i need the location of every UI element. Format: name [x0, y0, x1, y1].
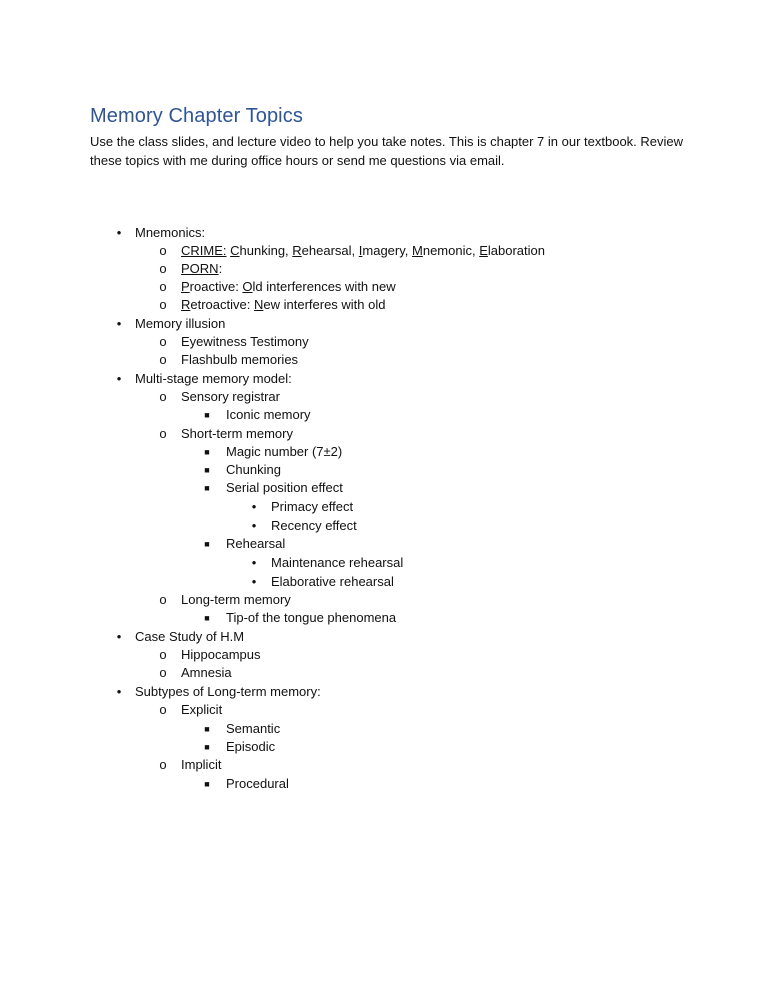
- crime-prefix: CRIME:: [181, 243, 227, 258]
- subtopic-explicit: Explicit: [181, 702, 223, 717]
- topic-multistage-model: Multi-stage memory model:: [135, 371, 292, 386]
- square-bullet-icon: ■: [204, 613, 210, 623]
- subtopic-long-term-memory: Long-term memory: [181, 592, 291, 607]
- subtopic-amnesia: Amnesia: [181, 665, 232, 680]
- bullet-icon: •: [116, 629, 122, 644]
- bullet-icon: •: [116, 684, 122, 699]
- bullet-icon: •: [116, 225, 122, 240]
- subtopic-eyewitness: Eyewitness Testimony: [181, 334, 309, 349]
- subtopic-porn: PORN:: [181, 261, 223, 276]
- square-bullet-icon: ■: [204, 483, 210, 493]
- intro-paragraph: [90, 132, 690, 170]
- item-elaborative-rehearsal: Elaborative rehearsal: [271, 574, 394, 589]
- item-rehearsal: Rehearsal: [226, 536, 286, 551]
- square-bullet-icon: ■: [204, 539, 210, 549]
- topic-memory-illusion: Memory illusion: [135, 316, 226, 331]
- item-chunking: Chunking: [226, 462, 281, 477]
- circle-bullet-icon: o: [159, 647, 167, 662]
- item-maintenance-rehearsal: Maintenance rehearsal: [271, 555, 404, 570]
- bullet-icon: •: [251, 518, 257, 533]
- subtopic-crime: CRIME: Chunking, Rehearsal, Imagery, Mnemonic, Elaboration: [181, 243, 545, 258]
- topic-case-study-hm: Case Study of H.M: [135, 629, 245, 644]
- subtopic-short-term-memory: Short-term memory: [181, 426, 293, 441]
- page-title: Memory Chapter Topics: [90, 105, 303, 127]
- topic-subtypes-long-term: Subtypes of Long-term memory:: [135, 684, 321, 699]
- item-magic-number: Magic number (7±2): [226, 444, 343, 459]
- intro-line-2: these topics with me during office hours or send me questions via email.: [90, 153, 505, 168]
- circle-bullet-icon: o: [159, 665, 167, 680]
- square-bullet-icon: ■: [204, 779, 210, 789]
- item-iconic-memory: Iconic memory: [226, 407, 311, 422]
- circle-bullet-icon: o: [159, 334, 167, 349]
- circle-bullet-icon: o: [159, 757, 167, 772]
- square-bullet-icon: ■: [204, 410, 210, 420]
- circle-bullet-icon: o: [159, 243, 167, 258]
- subtopic-implicit: Implicit: [181, 757, 222, 772]
- circle-bullet-icon: o: [159, 297, 167, 312]
- item-semantic: Semantic: [226, 721, 281, 736]
- item-tip-of-tongue: Tip-of the tongue phenomena: [226, 610, 397, 625]
- circle-bullet-icon: o: [159, 261, 167, 276]
- subtopic-hippocampus: Hippocampus: [181, 647, 261, 662]
- circle-bullet-icon: o: [159, 592, 167, 607]
- circle-bullet-icon: o: [159, 279, 167, 294]
- subtopic-proactive: Proactive: Old interferences with new: [181, 279, 396, 294]
- bullet-icon: •: [116, 316, 122, 331]
- item-recency-effect: Recency effect: [271, 518, 357, 533]
- circle-bullet-icon: o: [159, 389, 167, 404]
- bullet-icon: •: [251, 574, 257, 589]
- item-primacy-effect: Primacy effect: [271, 499, 354, 514]
- subtopic-retroactive: Retroactive: New interferes with old: [181, 297, 386, 312]
- square-bullet-icon: ■: [204, 724, 210, 734]
- item-serial-position-effect: Serial position effect: [226, 480, 343, 495]
- circle-bullet-icon: o: [159, 702, 167, 717]
- bullet-icon: •: [116, 371, 122, 386]
- circle-bullet-icon: o: [159, 352, 167, 367]
- subtopic-sensory-registrar: Sensory registrar: [181, 389, 280, 404]
- square-bullet-icon: ■: [204, 742, 210, 752]
- intro-line-1: Use the class slides, and lecture video to help you take notes. This is chapter 7 in our textbook. Review: [90, 134, 684, 149]
- subtopic-flashbulb: Flashbulb memories: [181, 352, 299, 367]
- bullet-icon: •: [251, 555, 257, 570]
- topic-mnemonics: Mnemonics:: [135, 225, 206, 240]
- item-episodic: Episodic: [226, 739, 276, 754]
- item-procedural: Procedural: [226, 776, 289, 791]
- square-bullet-icon: ■: [204, 447, 210, 457]
- bullet-icon: •: [251, 499, 257, 514]
- circle-bullet-icon: o: [159, 426, 167, 441]
- square-bullet-icon: ■: [204, 465, 210, 475]
